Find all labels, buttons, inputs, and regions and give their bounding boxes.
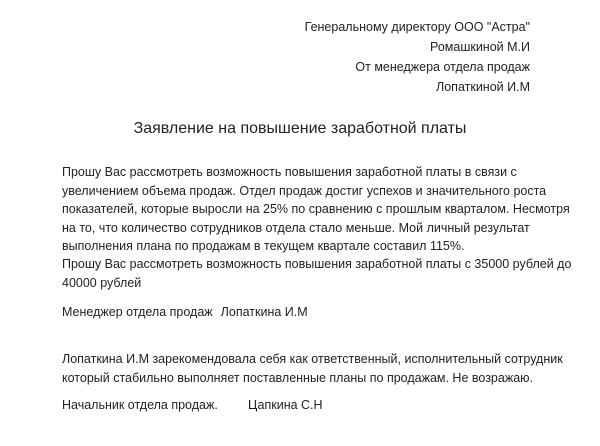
request-paragraph bbox=[62, 163, 570, 256]
addressee-line-from: От менеджера отдела продаж bbox=[355, 60, 530, 74]
paragraph-line: на то, что количество сотрудников отдела стало меньше. Мой личный результат bbox=[62, 220, 530, 235]
paragraph-line: который стабильно выполняет поставленные планы по продажам. Не возражаю. bbox=[62, 370, 533, 385]
paragraph-line: Прошу Вас рассмотреть возможность повышения заработной платы с 35000 рублей до bbox=[62, 257, 572, 271]
addressee-line-director-name: Ромашкиной М.И bbox=[430, 40, 530, 54]
employee-name: Лопаткина И.М bbox=[220, 305, 308, 319]
manager-position: Начальник отдела продаж. bbox=[62, 398, 218, 412]
addressee-line-from-name: Лопаткиной И.М bbox=[436, 80, 530, 94]
manager-signature-line bbox=[62, 396, 323, 415]
salary-request-paragraph bbox=[62, 255, 572, 292]
paragraph-line: увеличением объема продаж. Отдел продаж достиг успехов и значительного роста bbox=[62, 183, 547, 198]
employee-signature-line bbox=[62, 303, 308, 322]
addressee-block bbox=[305, 17, 530, 97]
paragraph-line: Лопаткина И.М зарекомендовала себя как ответственный, исполнительный сотрудник bbox=[62, 352, 563, 366]
paragraph-line: 40000 рублей bbox=[62, 275, 142, 290]
manager-approval-paragraph bbox=[62, 350, 563, 387]
paragraph-line: Прошу Вас рассмотреть возможность повышения заработной платы в связи с bbox=[62, 165, 517, 179]
paragraph-line: показателей, которые выросли на 25% по сравнению с прошлым кварталом. Несмотря bbox=[62, 202, 570, 216]
employee-position: Менеджер отдела продаж bbox=[62, 305, 213, 319]
document-title: Заявление на повышение заработной платы bbox=[133, 120, 467, 137]
paragraph-line: выполнения плана по продажам в текущем квартале составил 115%. bbox=[62, 239, 465, 253]
manager-name: Цапкина С.Н bbox=[248, 398, 323, 412]
addressee-line-director: Генеральному директору ООО "Астра" bbox=[304, 20, 530, 34]
